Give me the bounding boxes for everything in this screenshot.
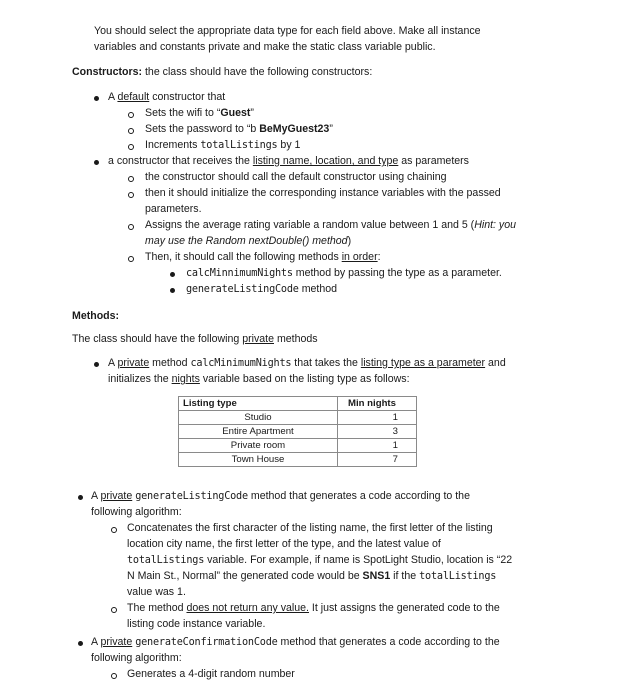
table-cell: 1	[338, 411, 417, 425]
table-row	[179, 439, 417, 453]
gen-item-1-line-2: location city name, the first letter of the type, and the latest value of	[127, 538, 441, 550]
conf-item-1: Generates a 4-digit random number	[127, 668, 295, 680]
methods-intro: The class should have the following private methods	[72, 333, 318, 345]
bullet-icon	[78, 495, 83, 500]
param-subitem-calc: calcMinnimumNights method by passing the type as a parameter.	[186, 267, 502, 279]
param-item-4: Then, it should call the following methods in order:	[145, 251, 381, 263]
param-item-3-line-2: may use the Random nextDouble() method)	[145, 235, 352, 247]
table-cell: Town House	[179, 453, 338, 467]
param-item-1: the constructor should call the default constructor using chaining	[145, 171, 447, 183]
default-increment-line: Increments totalListings by 1	[145, 139, 301, 151]
param-item-2-line-2: parameters.	[145, 203, 202, 215]
gen-method-line-2: following algorithm:	[91, 506, 182, 518]
table-row	[179, 425, 417, 439]
circle-bullet-icon	[111, 527, 117, 533]
gen-item-2-line-1: The method does not return any value. It just assigns the generated code to the	[127, 602, 500, 614]
methods-heading: Methods:	[72, 310, 120, 322]
bullet-icon	[170, 288, 175, 293]
table-cell: Private room	[179, 439, 338, 453]
table-header-row	[179, 397, 417, 411]
gen-item-1-line-4: N Main St., Normal” the generated code would be SNS1 if the totalListings	[127, 570, 497, 582]
gen-item-1-line-1: Concatenates the first character of the listing name, the first letter of the listing	[127, 522, 493, 534]
calc-method-line-1: A private method calcMinimumNights that takes the listing type as a parameter and	[108, 357, 506, 369]
circle-bullet-icon	[128, 176, 134, 182]
circle-bullet-icon	[128, 224, 134, 230]
table-row	[179, 453, 417, 467]
gen-item-2-line-2: listing code instance variable.	[127, 618, 266, 630]
param-subitem-generate: generateListingCode method	[186, 283, 338, 295]
bullet-icon	[94, 160, 99, 165]
gen-item-1-line-5: value was 1.	[127, 586, 186, 598]
param-item-3-line-1: Assigns the average rating variable a random value between 1 and 5 (Hint: you	[145, 219, 517, 231]
conf-method-line-1: A private generateConfirmationCode method that generates a code according to the	[91, 636, 500, 648]
bullet-icon	[170, 272, 175, 277]
circle-bullet-icon	[128, 112, 134, 118]
bullet-icon	[94, 362, 99, 367]
conf-method-line-2: following algorithm:	[91, 652, 182, 664]
table-cell: 3	[338, 425, 417, 439]
default-wifi-line: Sets the wifi to “Guest”	[145, 107, 254, 119]
table-cell: 1	[338, 439, 417, 453]
bullet-icon	[94, 96, 99, 101]
gen-method-line-1: A private generateListingCode method that generates a code according to the	[91, 490, 470, 502]
constructors-heading: Constructors: the class should have the following constructors:	[72, 66, 373, 78]
default-constructor-line: A default constructor that	[108, 91, 226, 103]
table-cell: 7	[338, 453, 417, 467]
bullet-icon	[78, 641, 83, 646]
gen-item-1-line-3: totalListings variable. For example, if name is SpotLight Studio, location is “22	[127, 554, 513, 566]
table-header-listing-type: Listing type	[179, 397, 338, 411]
circle-bullet-icon	[128, 192, 134, 198]
intro-line-2: variables and constants private and make the static class variable public.	[94, 41, 436, 53]
param-constructor-line: a constructor that receives the listing name, location, and type as parameters	[108, 155, 469, 167]
circle-bullet-icon	[128, 144, 134, 150]
table-cell: Entire Apartment	[179, 425, 338, 439]
calc-method-line-2: initializes the nights variable based on the listing type as follows:	[108, 373, 410, 385]
circle-bullet-icon	[111, 673, 117, 679]
intro-line-1: You should select the appropriate data type for each field above. Make all instance	[94, 25, 481, 37]
table-row	[179, 411, 417, 425]
table-header-min-nights: Min nights	[338, 397, 417, 411]
default-password-line: Sets the password to “b BeMyGuest23”	[145, 123, 333, 135]
param-item-2-line-1: then it should initialize the corresponding instance variables with the passed	[145, 187, 501, 199]
table-cell: Studio	[179, 411, 338, 425]
circle-bullet-icon	[128, 256, 134, 262]
circle-bullet-icon	[128, 128, 134, 134]
circle-bullet-icon	[111, 607, 117, 613]
min-nights-table	[178, 396, 417, 467]
